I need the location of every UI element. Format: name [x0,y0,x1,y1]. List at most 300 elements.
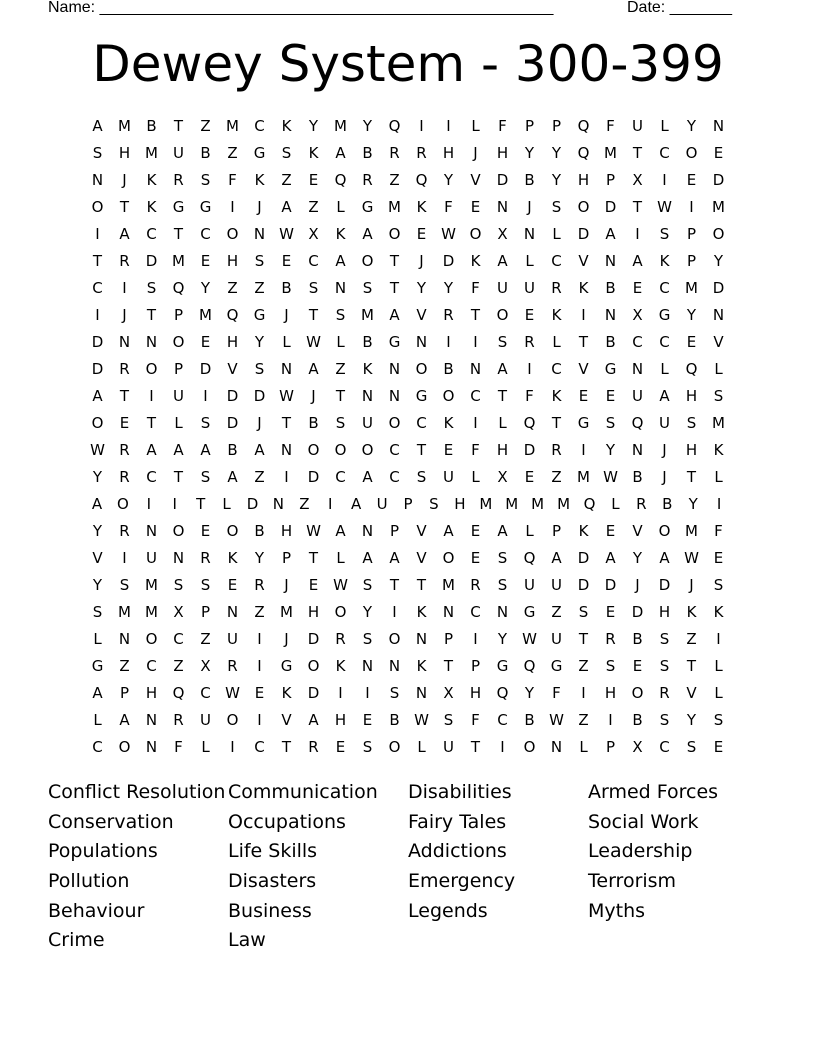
grid-letter: O [91,198,104,216]
grid-letter: J [284,306,289,324]
grid-letter: R [443,306,454,324]
grid-letter: H [685,441,698,459]
grid-letter: T [416,576,427,594]
grid-letter: N [442,603,455,621]
grid-letter: L [336,549,345,567]
grid-letter: L [471,117,480,135]
grid-letter: A [497,522,508,540]
grid-letter: D [199,360,212,378]
grid-letter: K [686,603,697,621]
grid-letter: F [552,684,561,702]
grid-letter: N [388,360,401,378]
grid-letter: D [577,225,590,243]
grid-letter: N [469,360,482,378]
grid-letter: W [279,387,294,405]
grid-letter: O [388,738,401,756]
grid-letter: O [226,225,239,243]
grid-letter: I [203,387,208,405]
grid-letter: L [174,414,183,432]
grid-letter: P [403,495,413,513]
grid-letter: K [551,306,562,324]
grid-letter: O [145,360,158,378]
grid-letter: R [551,279,562,297]
grid-letter: O [334,441,347,459]
grid-letter: P [173,360,184,378]
grid-letter: A [281,198,292,216]
grid-letter: J [122,171,127,189]
grid-letter: M [442,576,455,594]
grid-letter: M [531,495,545,513]
grid-row [84,599,732,626]
grid-letter: R [254,576,265,594]
grid-letter: I [473,333,478,351]
grid-letter: N [91,171,104,189]
grid-letter: W [522,630,537,648]
grid-letter: U [200,711,211,729]
grid-letter: N [280,441,293,459]
grid-letter: R [416,144,427,162]
grid-letter: W [306,522,321,540]
word-list-item: Disabilities [408,781,512,803]
grid-letter: A [551,549,562,567]
grid-letter: Z [200,117,211,135]
grid-letter: Y [200,279,211,297]
grid-letter: I [257,630,262,648]
grid-letter: C [416,414,427,432]
grid-letter: C [389,468,400,486]
grid-letter: V [578,252,589,270]
grid-letter: B [308,414,319,432]
grid-letter: P [524,117,535,135]
grid-letter: Y [497,630,508,648]
grid-letter: I [230,198,235,216]
grid-letter: X [200,657,211,675]
grid-letter: J [662,468,667,486]
grid-letter: K [416,657,427,675]
grid-letter: I [95,306,100,324]
grid-letter: H [226,252,239,270]
grid-letter: E [200,333,211,351]
grid-letter: E [470,549,481,567]
grid-letter: K [416,603,427,621]
grid-letter: N [388,387,401,405]
grid-letter: M [388,198,401,216]
grid-letter: F [228,171,237,189]
grid-letter: C [659,144,670,162]
grid-letter: B [389,711,400,729]
grid-letter: N [604,252,617,270]
grid-letter: V [416,549,427,567]
grid-letter: Y [443,171,454,189]
grid-letter: Q [631,414,644,432]
grid-letter: O [469,225,482,243]
grid-letter: I [284,468,289,486]
grid-letter: H [658,603,671,621]
grid-letter: L [525,522,534,540]
grid-letter: D [226,387,239,405]
grid-letter: C [200,225,211,243]
grid-letter: R [636,495,647,513]
grid-letter: Z [335,360,346,378]
grid-letter: I [230,738,235,756]
grid-letter: N [631,441,644,459]
grid-letter: O [496,306,509,324]
grid-letter: I [419,117,424,135]
grid-letter: G [577,414,590,432]
grid-letter: V [281,711,292,729]
grid-letter: Q [523,414,536,432]
grid-letter: O [172,522,185,540]
word-list-item: Populations [48,840,158,863]
grid-letter: F [498,117,507,135]
grid-letter: T [470,306,481,324]
grid-letter: S [416,468,427,486]
word-list-item: Disasters [228,870,317,893]
header-line [48,0,748,20]
grid-row [84,194,732,221]
grid-letter: G [253,144,266,162]
grid-letter: D [577,576,590,594]
grid-letter: W [279,225,294,243]
grid-letter: B [362,333,373,351]
grid-letter: U [551,630,562,648]
grid-letter: M [505,495,519,513]
grid-letter: Z [227,279,238,297]
grid-letter: Z [551,468,562,486]
grid-row [84,572,732,599]
grid-letter: G [253,306,266,324]
word-list-item: Terrorism [588,870,677,893]
grid-letter: U [632,117,643,135]
grid-letter: C [632,333,643,351]
grid-letter: J [473,144,478,162]
grid-letter: Q [577,117,590,135]
grid-letter: A [119,225,130,243]
grid-letter: E [281,252,292,270]
grid-letter: Z [299,495,310,513]
grid-letter: J [257,414,262,432]
grid-letter: J [284,576,289,594]
grid-letter: U [551,576,562,594]
grid-letter: T [497,387,508,405]
grid-letter: C [254,738,265,756]
grid-letter: V [416,522,427,540]
grid-letter: S [713,576,724,594]
grid-letter: E [470,198,481,216]
grid-letter: R [389,144,400,162]
grid-letter: Y [688,495,698,513]
grid-letter: A [389,549,400,567]
word-list-item: Behaviour [48,899,145,922]
grid-letter: K [362,360,373,378]
grid-letter: T [146,306,157,324]
grid-letter: O [442,549,455,567]
grid-letter: M [172,252,185,270]
grid-letter: S [92,144,103,162]
grid-letter: N [118,630,131,648]
grid-letter: H [307,603,320,621]
grid-letter: L [714,468,723,486]
grid-letter: L [660,360,669,378]
grid-letter: G [415,387,428,405]
grid-letter: A [119,711,130,729]
grid-letter: C [335,468,346,486]
grid-letter: Y [524,684,535,702]
grid-row [84,464,732,491]
grid-letter: S [605,414,616,432]
grid-letter: G [199,198,212,216]
grid-letter: Z [254,468,265,486]
grid-letter: M [557,495,571,513]
grid-letter: C [92,738,103,756]
grid-letter: H [226,333,239,351]
grid-letter: K [335,225,346,243]
grid-letter: K [713,603,724,621]
grid-letter: M [604,144,617,162]
grid-letter: I [446,333,451,351]
grid-letter: K [551,387,562,405]
grid-letter: P [389,522,400,540]
grid-letter: T [119,387,130,405]
grid-letter: S [335,414,346,432]
grid-letter: R [362,171,373,189]
grid-letter: O [577,198,590,216]
grid-letter: W [306,333,321,351]
grid-letter: P [686,225,697,243]
grid-letter: P [281,549,292,567]
grid-letter: A [659,387,670,405]
grid-letter: M [577,468,590,486]
grid-letter: L [201,738,210,756]
grid-letter: O [388,414,401,432]
grid-letter: N [253,225,266,243]
grid-letter: O [307,441,320,459]
grid-letter: W [549,711,564,729]
grid-letter: L [336,198,345,216]
grid-letter: S [362,630,373,648]
grid-letter: E [713,549,724,567]
grid-letter: O [658,522,671,540]
grid-letter: B [524,171,535,189]
grid-letter: B [605,333,616,351]
grid-letter: S [713,711,724,729]
grid-letter: L [552,333,561,351]
grid-letter: U [443,738,454,756]
grid-letter: T [146,414,157,432]
grid-letter: D [307,630,320,648]
grid-letter: R [335,630,346,648]
grid-letter: E [119,414,130,432]
grid-letter: M [685,522,698,540]
grid-letter: Q [334,171,347,189]
grid-letter: P [200,603,211,621]
grid-letter: O [226,522,239,540]
grid-letter: S [497,576,508,594]
grid-letter: S [659,711,670,729]
grid-letter: H [604,684,617,702]
grid-letter: L [498,414,507,432]
grid-letter: S [497,549,508,567]
grid-letter: A [362,549,373,567]
grid-letter: I [716,630,721,648]
grid-letter: N [496,198,509,216]
grid-letter: P [443,630,454,648]
grid-letter: M [479,495,493,513]
grid-letter: B [632,711,643,729]
grid-letter: Q [388,117,401,135]
grid-letter: T [632,144,643,162]
grid-letter: T [173,117,184,135]
grid-letter: Y [92,468,103,486]
grid-letter: E [362,711,373,729]
grid-letter: A [92,117,103,135]
grid-letter: S [200,576,211,594]
grid-letter: S [686,414,697,432]
grid-letter: L [525,252,534,270]
grid-letter: A [497,252,508,270]
grid-letter: J [662,441,667,459]
grid-letter: K [470,252,481,270]
grid-letter: A [605,549,616,567]
grid-letter: V [416,306,427,324]
grid-letter: Q [415,171,428,189]
grid-letter: V [713,333,724,351]
grid-letter: C [659,738,670,756]
grid-letter: M [145,576,158,594]
grid-letter: Y [308,117,319,135]
grid-letter: I [662,171,667,189]
name-field-label: Name: ___________________________________________________ [48,0,554,16]
grid-letter: A [497,360,508,378]
grid-letter: O [388,630,401,648]
grid-letter: U [173,144,184,162]
grid-letter: E [605,522,616,540]
grid-letter: L [714,684,723,702]
grid-letter: R [470,576,481,594]
grid-letter: K [308,144,319,162]
grid-row [84,248,732,275]
grid-letter: H [442,144,455,162]
grid-letter: B [524,711,535,729]
grid-letter: J [689,576,694,594]
grid-letter: I [328,495,333,513]
grid-letter: C [389,441,400,459]
grid-letter: A [632,252,643,270]
grid-letter: I [392,603,397,621]
grid-letter: T [470,738,481,756]
word-list [48,780,768,958]
grid-letter: N [415,333,428,351]
grid-letter: H [685,387,698,405]
word-list-item: Pollution [48,870,130,893]
grid-letter: Q [172,684,185,702]
grid-letter: D [631,603,644,621]
grid-letter: R [119,441,130,459]
grid-letter: O [145,630,158,648]
grid-letter: C [146,468,157,486]
grid-letter: P [551,117,562,135]
grid-letter: G [523,603,536,621]
grid-letter: R [173,711,184,729]
grid-letter: T [308,549,319,567]
grid-letter: Q [496,684,509,702]
grid-letter: E [605,603,616,621]
grid-letter: N [712,117,725,135]
grid-letter: Y [362,603,373,621]
grid-letter: O [712,225,725,243]
grid-letter: R [659,684,670,702]
grid-letter: C [92,279,103,297]
grid-letter: N [145,522,158,540]
grid-letter: W [90,441,105,459]
grid-letter: O [361,441,374,459]
grid-letter: A [362,468,373,486]
grid-letter: A [227,468,238,486]
grid-letter: Z [200,630,211,648]
grid-letter: G [604,360,617,378]
grid-letter: I [172,495,177,513]
grid-letter: O [226,711,239,729]
grid-letter: N [272,495,285,513]
grid-letter: D [442,252,455,270]
grid-letter: I [95,225,100,243]
grid-letter: K [443,414,454,432]
word-list-item: Conservation [48,810,174,833]
grid-letter: Q [226,306,239,324]
grid-letter: X [308,225,319,243]
grid-letter: S [200,468,211,486]
grid-letter: B [605,279,616,297]
grid-letter: L [552,225,561,243]
grid-letter: Y [632,549,643,567]
grid-letter: C [173,630,184,648]
grid-row [84,302,732,329]
grid-letter: X [497,225,508,243]
grid-letter: U [659,414,670,432]
grid-letter: W [657,198,672,216]
grid-letter: S [362,279,373,297]
grid-row [84,140,732,167]
grid-letter: N [712,306,725,324]
grid-letter: Y [605,441,616,459]
grid-letter: I [689,198,694,216]
grid-letter: U [362,414,373,432]
grid-letter: C [470,603,481,621]
grid-letter: N [280,360,293,378]
grid-row [84,167,732,194]
grid-letter: N [631,360,644,378]
grid-letter: V [686,684,697,702]
grid-letter: E [200,252,211,270]
grid-letter: K [281,117,292,135]
grid-letter: A [335,252,346,270]
grid-letter: S [200,414,211,432]
grid-letter: M [226,117,239,135]
grid-letter: B [146,117,157,135]
grid-letter: Z [227,144,238,162]
grid-letter: D [91,360,104,378]
grid-letter: H [496,441,509,459]
grid-letter: O [523,738,536,756]
grid-letter: T [173,225,184,243]
grid-letter: Z [578,657,589,675]
grid-letter: A [254,441,265,459]
grid-letter: T [173,468,184,486]
grid-letter: L [714,360,723,378]
grid-letter: L [714,657,723,675]
grid-letter: M [145,603,158,621]
grid-letter: N [361,522,374,540]
